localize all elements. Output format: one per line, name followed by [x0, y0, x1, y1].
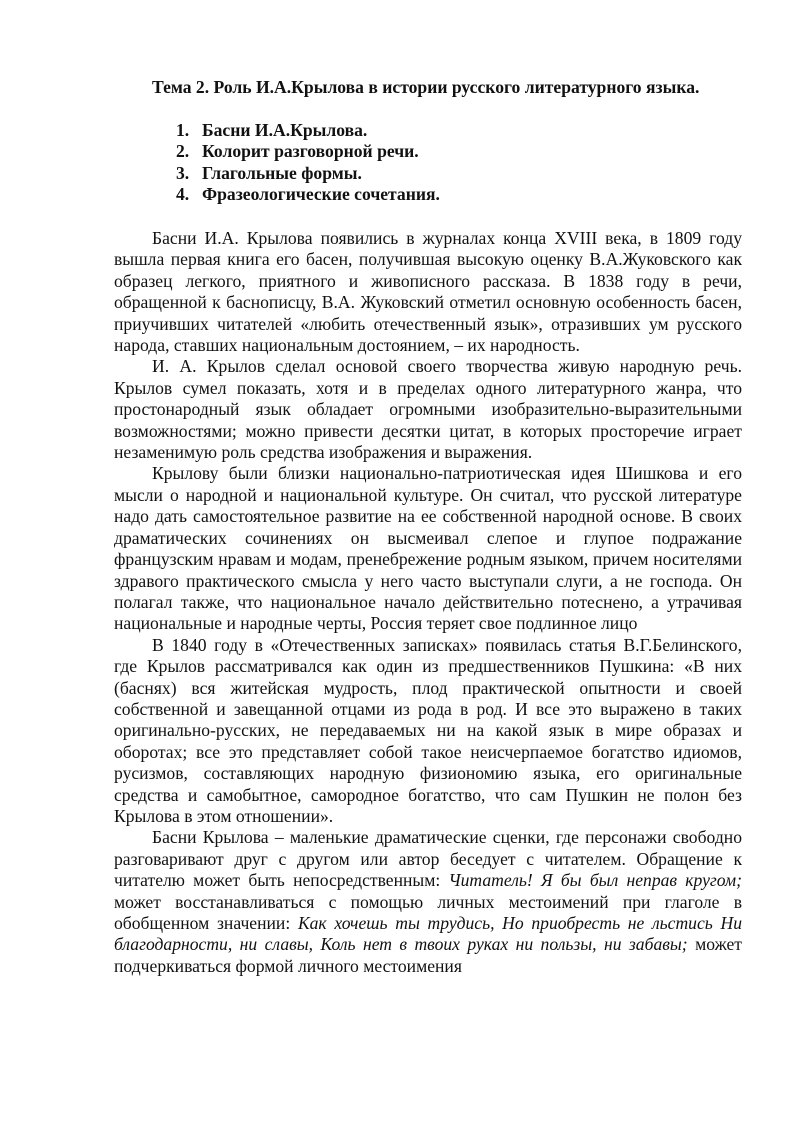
text-segment: Басни Крылова – маленькие драматические сценки, где персонажи свободно разговаривают друг с другом или автор беседует с читателем. Обращение к читателю может быть непосредственным: — [114, 827, 742, 891]
outline-number: 4. — [176, 184, 190, 205]
paragraph-folk-speech: И. А. Крылов сделал основой своего творчества живую народную речь. Крылов сумел показать, хотя и в пределах одного литературного жанра, что простонародный язык обладает огромными изобразительно-выразительными возможностями; можно привести десятки цитат, в которых просторечие играет незаменимую роль средства изображения и выражения. — [114, 356, 742, 463]
italic-quote: Читатель! Я бы был неправ кругом; — [448, 870, 742, 891]
topic-outline — [176, 120, 440, 206]
outline-number: 1. — [176, 120, 190, 140]
outline-item — [176, 184, 440, 205]
document-body — [114, 228, 742, 977]
text-segment: может подчеркиваться формой личного местоимения — [114, 934, 742, 976]
outline-number: 2. — [176, 141, 190, 162]
outline-number: 3. — [176, 162, 190, 183]
paragraph-dramatic-scenes — [114, 827, 742, 977]
outline-item — [176, 120, 440, 141]
outline-label: Колорит разговорной речи. — [202, 141, 419, 162]
paragraph-fables-intro: Басни И.А. Крылова появились в журналах конца XVIII века, в 1809 году вышла первая книга его басен, получившая высокую оценку В.А.Жуковского как образец легкого, приятного и живописного рассказа. В 1838 году в речи, обращенной к баснописцу, В.А. Жуковский отметил основную особенность басен, приучивших читателей «любить отечественный язык», отразивших ум русского народа, ставших национальным достоянием, – их народность. — [114, 228, 742, 356]
outline-label: Фразеологические сочетания. — [202, 184, 440, 205]
paragraph-belinsky: В 1840 году в «Отечественных записках» появилась статья В.Г.Белинского, где Крылов рассматривался как один из предшественников Пушкина: «В них (баснях) вся житейская мудрость, плод практической опытности и своей собственной и завещанной отцами из рода в род. И все это выражено в таких оригинально-русских, не передаваемых ни на какой язык в мире образах и оборотах; все это представляет собой такое неисчерпаемое богатство идиомов, русизмов, составляющих народную физиономию языка, его оригинальные средства и самобытное, самородное богатство, что сам Пушкин не полон без Крылова в этом отношении». — [114, 634, 742, 826]
italic-quote: Как хочешь ты трудись, Но приобресть не льстись Ни благодарности, ни славы, Коль нет в твоих руках ни пользы, ни забавы; — [114, 913, 742, 955]
outline-item — [176, 163, 440, 184]
outline-label: Басни И.А.Крылова. — [202, 120, 368, 140]
outline-label: Глагольные формы. — [202, 162, 362, 183]
paragraph-national-culture: Крылову были близки национально-патриотическая идея Шишкова и его мысли о народной и национальной культуре. Он считал, что русской литературе надо дать самостоятельное развитие на ее собственной народной основе. В своих драматических сочинениях он высмеивал слепое и глупое подражание французским нравам и модам, пренебрежение родным языком, причем носителями здравого практического смысла у него часто выступали слуги, а не господа. Он полагал также, что национальное начало действительно потеснено, а утрачивая национальные и народные черты, Россия теряет свое подлинное лицо — [114, 463, 742, 634]
text-segment: может восстанавливаться с помощью личных местоимений при глаголе в обобщенном значении: — [114, 891, 742, 933]
outline-item — [176, 141, 440, 162]
page-title: Тема 2. Роль И.А.Крылова в истории русского литературного языка. — [152, 77, 700, 97]
